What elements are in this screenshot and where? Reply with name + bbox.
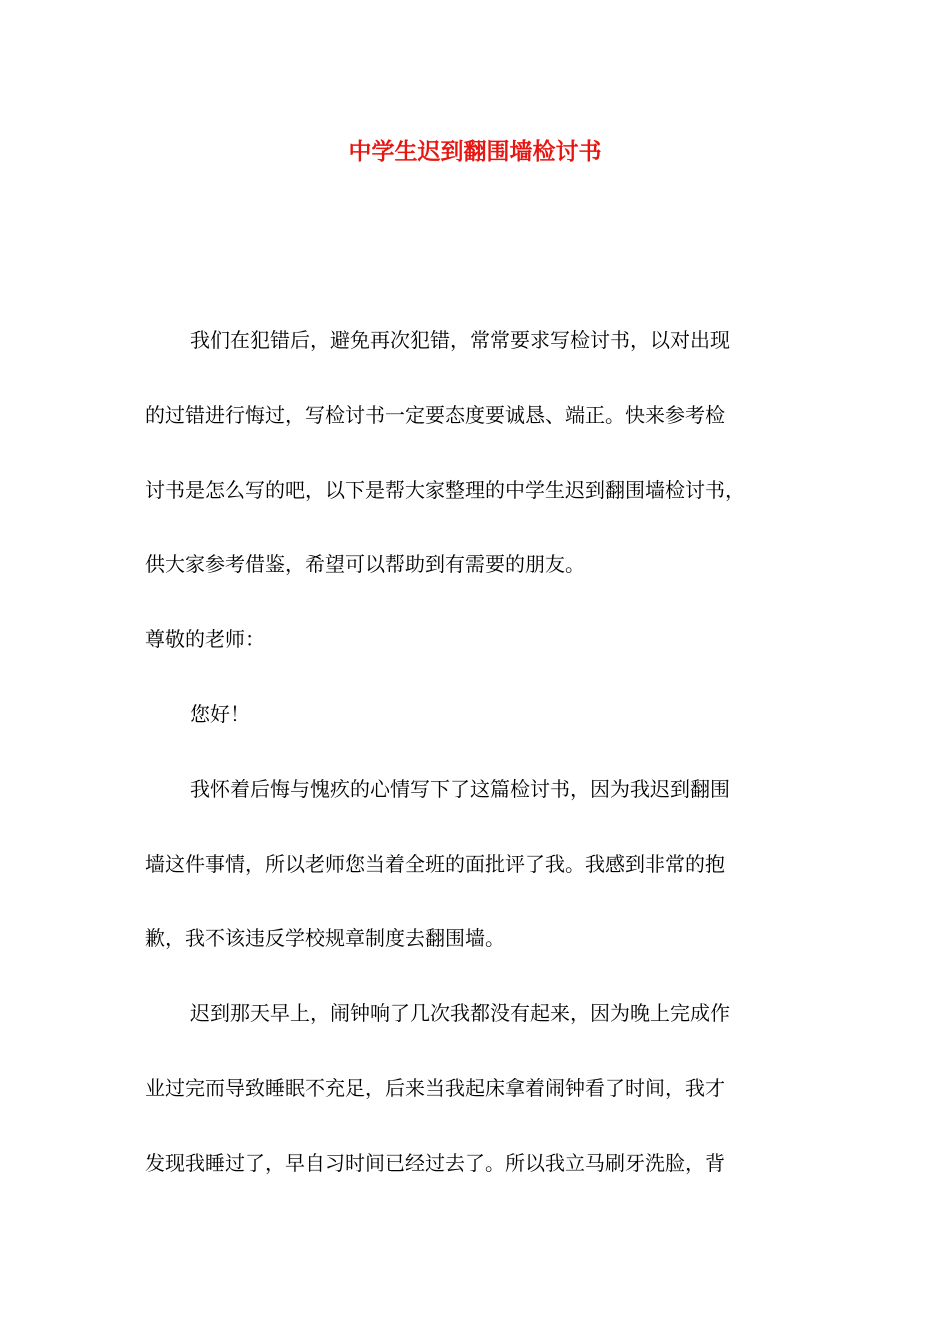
body-line-2: 墙这件事情，所以老师您当着全班的面批评了我。我感到非常的抱	[145, 852, 725, 876]
intro-line-2: 的过错进行悔过，写检讨书一定要态度要诚恳、端正。快来参考检	[145, 403, 725, 427]
document-title: 中学生迟到翻围墙检讨书	[348, 138, 602, 165]
body-line-5: 业过完而导致睡眠不充足，后来当我起床拿着闹钟看了时间，我才	[145, 1076, 725, 1100]
body-line-3: 歉，我不该违反学校规章制度去翻围墙。	[145, 926, 505, 950]
intro-line-3: 讨书是怎么写的吧，以下是帮大家整理的中学生迟到翻围墙检讨书，	[145, 478, 745, 502]
intro-line-4: 供大家参考借鉴，希望可以帮助到有需要的朋友。	[145, 552, 585, 576]
intro-line-1: 我们在犯错后，避免再次犯错，常常要求写检讨书，以对出现	[190, 328, 730, 352]
body-line-4: 迟到那天早上，闹钟响了几次我都没有起来，因为晚上完成作	[190, 1001, 730, 1025]
body-line-1: 我怀着后悔与愧疚的心情写下了这篇检讨书，因为我迟到翻围	[190, 777, 730, 801]
greeting: 您好！	[190, 702, 250, 726]
body-line-6: 发现我睡过了，早自习时间已经过去了。所以我立马刷牙洗脸，背	[145, 1151, 725, 1175]
salutation: 尊敬的老师：	[145, 627, 265, 651]
